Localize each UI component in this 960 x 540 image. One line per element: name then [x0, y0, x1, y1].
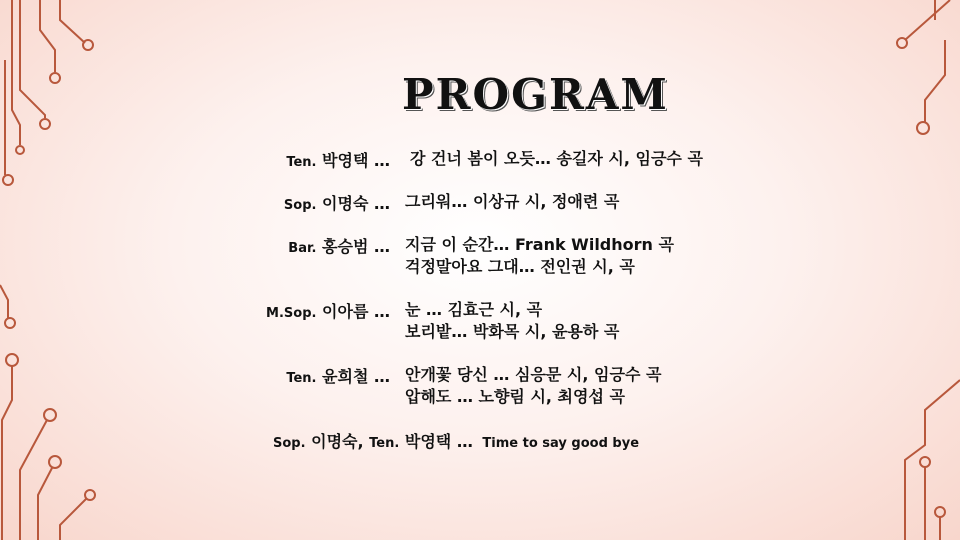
- performer-name: 이명숙 …: [322, 194, 390, 213]
- role: Sop.: [273, 436, 306, 451]
- performer-name: 이아름 …: [322, 302, 390, 321]
- song: [405, 299, 619, 343]
- performer-name: 홍승범 …: [322, 237, 390, 256]
- song-title: 보리밭… 박화목 시, 윤용하 곡: [405, 322, 620, 341]
- performer: [286, 364, 390, 387]
- role: Ten.: [286, 371, 317, 386]
- circuit-bottom-left: [0, 285, 95, 540]
- circuit-top-right: [897, 0, 950, 134]
- song: [405, 364, 661, 408]
- song: 강 건너 봄이 오듯… 송길자 시, 임긍수 곡: [410, 149, 703, 168]
- performer-name: 윤희철 …: [322, 367, 390, 386]
- song-title: 압해도 … 노향림 시, 최영섭 곡: [405, 387, 625, 406]
- role: Ten.: [369, 436, 400, 451]
- role: Bar.: [288, 241, 317, 256]
- circuit-bottom-right: [905, 380, 960, 540]
- circuit-top-left: [3, 0, 93, 185]
- performer: [284, 191, 390, 214]
- page-title: PROGRAM: [402, 70, 669, 119]
- song: Time to say good bye: [482, 436, 640, 451]
- performer: [288, 234, 390, 257]
- role: Ten.: [286, 155, 317, 170]
- role: Sop.: [283, 198, 317, 213]
- program-item-finale: [273, 429, 639, 452]
- song-title: 걱정말아요 그대… 전인권 시, 곡: [405, 257, 635, 276]
- song: 그리워… 이상규 시, 정애련 곡: [405, 192, 620, 211]
- song-title: 안개꽃 당신 … 심응문 시, 임긍수 곡: [405, 365, 662, 384]
- performer-name: 이명숙,: [311, 432, 364, 451]
- performer: [286, 148, 390, 171]
- song-title: 눈 … 김효근 시, 곡: [405, 300, 543, 319]
- song: [405, 234, 674, 278]
- song-title: 지금 이 순간… Frank Wildhorn 곡: [405, 235, 674, 254]
- role: M.Sop.: [266, 306, 317, 321]
- performer-name: 박영택 …: [404, 432, 473, 451]
- performer: [266, 299, 390, 322]
- performer-name: 박영택 …: [322, 151, 390, 170]
